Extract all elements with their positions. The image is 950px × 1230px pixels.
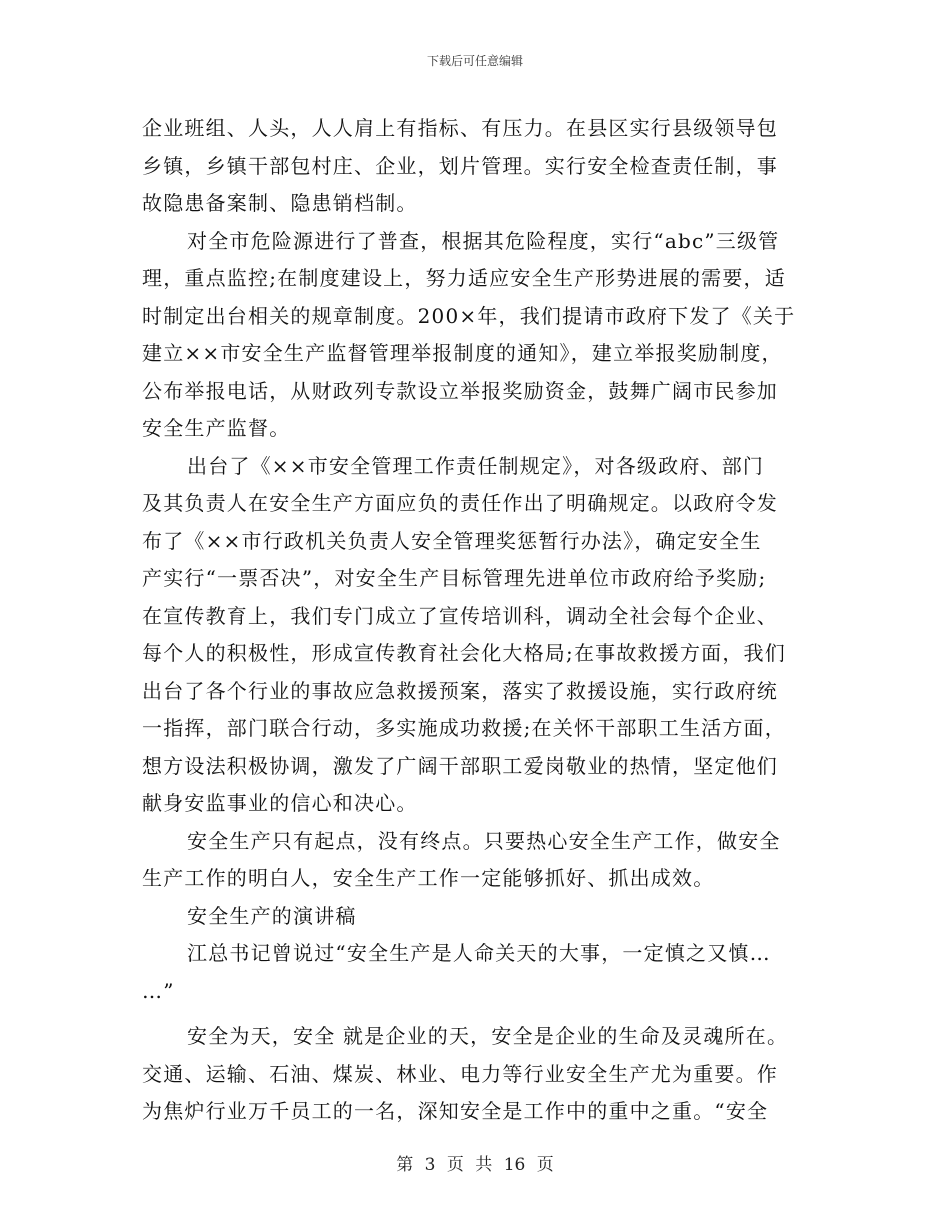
document-body bbox=[142, 110, 802, 1131]
text-line: 每个人的积极性，形成宣传教育社会化大格局;在事故救援方面，我们 bbox=[142, 641, 786, 665]
text-line: 建立××市安全生产监督管理举报制度的通知》，建立举报奖励制度， bbox=[142, 341, 783, 365]
text-line: 产实行“一票否决”，对安全生产目标管理先进单位市政府给予奖励; bbox=[142, 566, 767, 590]
text-line: 故隐患备案制、隐患销档制。 bbox=[142, 191, 418, 215]
page-number-footer: 第 3 页 共 16 页 bbox=[396, 1155, 554, 1175]
text-line: 献身安监事业的信心和决心。 bbox=[142, 791, 418, 815]
text-line: 公布举报电话，从财政列专款设立举报奖励资金，鼓舞广阔市民参加 bbox=[142, 378, 778, 403]
text-line: 理，重点监控;在制度建设上，努力适应安全生产形势进展的需要，适 bbox=[142, 266, 786, 290]
section-title: 安全生产的演讲稿 bbox=[187, 903, 357, 928]
text-line: 出台了各个行业的事故应急救援预案，落实了救援设施，实行政府统 bbox=[142, 678, 778, 703]
paragraph-start-line: 安全生产只有起点，没有终点。只要热心安全生产工作，做安全 bbox=[187, 828, 781, 853]
text-line: …” bbox=[142, 978, 175, 1003]
paragraph-start-line: 江总书记曾说过“安全生产是人命关天的大事，一定慎之又慎… bbox=[187, 941, 771, 965]
text-line: 及其负责人在安全生产方面应负的责任作出了明确规定。以政府令发 bbox=[142, 491, 778, 515]
text-line: 乡镇，乡镇干部包村庄、企业，划片管理。实行安全检查责任制，事 bbox=[142, 153, 778, 178]
paragraph-gap bbox=[142, 1010, 802, 1018]
text-line: 安全生产监督。 bbox=[142, 416, 291, 440]
text-line: 交通、运输、石油、煤炭、林业、电力等行业安全生产尤为重要。作 bbox=[142, 1061, 778, 1086]
page-header: 下载后可任意编辑 bbox=[426, 54, 523, 68]
paragraph-start-line: 安全为天，安全 就是企业的天，安全是企业的生命及灵魂所在。 bbox=[187, 1024, 789, 1048]
text-line: 想方设法积极协调，激发了广阔干部职工爱岗敬业的热情，坚定他们 bbox=[142, 753, 778, 778]
text-line: 布了《××市行政机关负责人安全管理奖惩暂行办法》，确定安全生 bbox=[142, 528, 762, 553]
text-line: 生产工作的明白人，安全生产工作一定能够抓好、抓出成效。 bbox=[142, 866, 715, 890]
text-line: 时制定出台相关的规章制度。200×年，我们提请市政府下发了《关于 bbox=[142, 303, 796, 328]
text-line: 在宣传教育上，我们专门成立了宣传培训科，调动全社会每个企业、 bbox=[142, 603, 778, 628]
text-line: 为焦炉行业万千员工的一名，深知安全是工作中的重中之重。“安全 bbox=[142, 1099, 769, 1123]
paragraph-start-line: 出台了《××市安全管理工作责任制规定》，对各级政府、部门 bbox=[187, 453, 765, 478]
paragraph-start-line: 对全市危险源进行了普查，根据其危险程度，实行“abc”三级管 bbox=[187, 228, 780, 253]
text-line: 一指挥，部门联合行动，多实施成功救援;在关怀干部职工生活方面， bbox=[142, 716, 786, 740]
text-line: 企业班组、人头，人人肩上有指标、有压力。在县区实行县级领导包 bbox=[142, 116, 778, 140]
